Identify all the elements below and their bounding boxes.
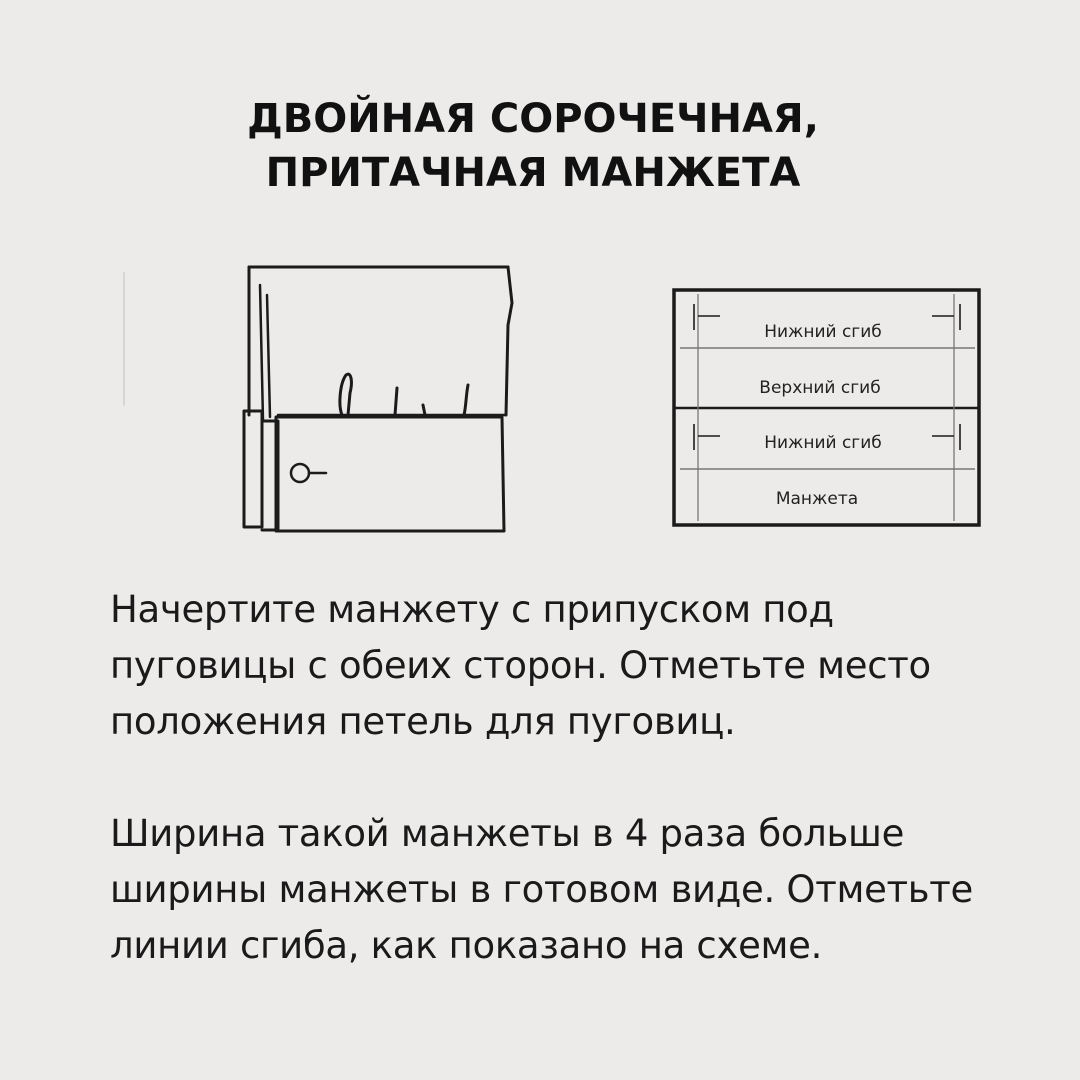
scheme-label-lower-fold-2: Нижний сгиб [764,433,882,453]
paragraph-1-line: Начертите манжету с припуском под [110,588,834,631]
paragraph-1-line: положения петель для пуговиц. [110,700,736,743]
scheme-label-upper-fold: Верхний сгиб [759,378,881,398]
title-line-1: ДВОЙНАЯ СОРОЧЕЧНАЯ, [247,96,819,142]
fold-scheme [670,286,982,528]
paragraph-1-line: пуговицы с обеих сторон. Отметьте место [110,644,931,687]
instruction-paragraph-2 [110,806,1010,974]
paragraph-2-line: Ширина такой манжеты в 4 раза больше [110,812,905,855]
title-line-2: ПРИТАЧНАЯ МАНЖЕТА [265,150,801,196]
scheme-label-cuff: Манжета [775,489,859,509]
cuff-illustration [110,255,530,545]
instruction-paragraph-1 [110,582,1010,750]
page-title [0,92,1066,200]
paragraph-2-line: ширины манжеты в готовом виде. Отметьте [110,868,974,911]
paragraph-2-line: линии сгиба, как показано на схеме. [110,924,823,967]
scheme-label-lower-fold-1: Нижний сгиб [764,322,882,342]
